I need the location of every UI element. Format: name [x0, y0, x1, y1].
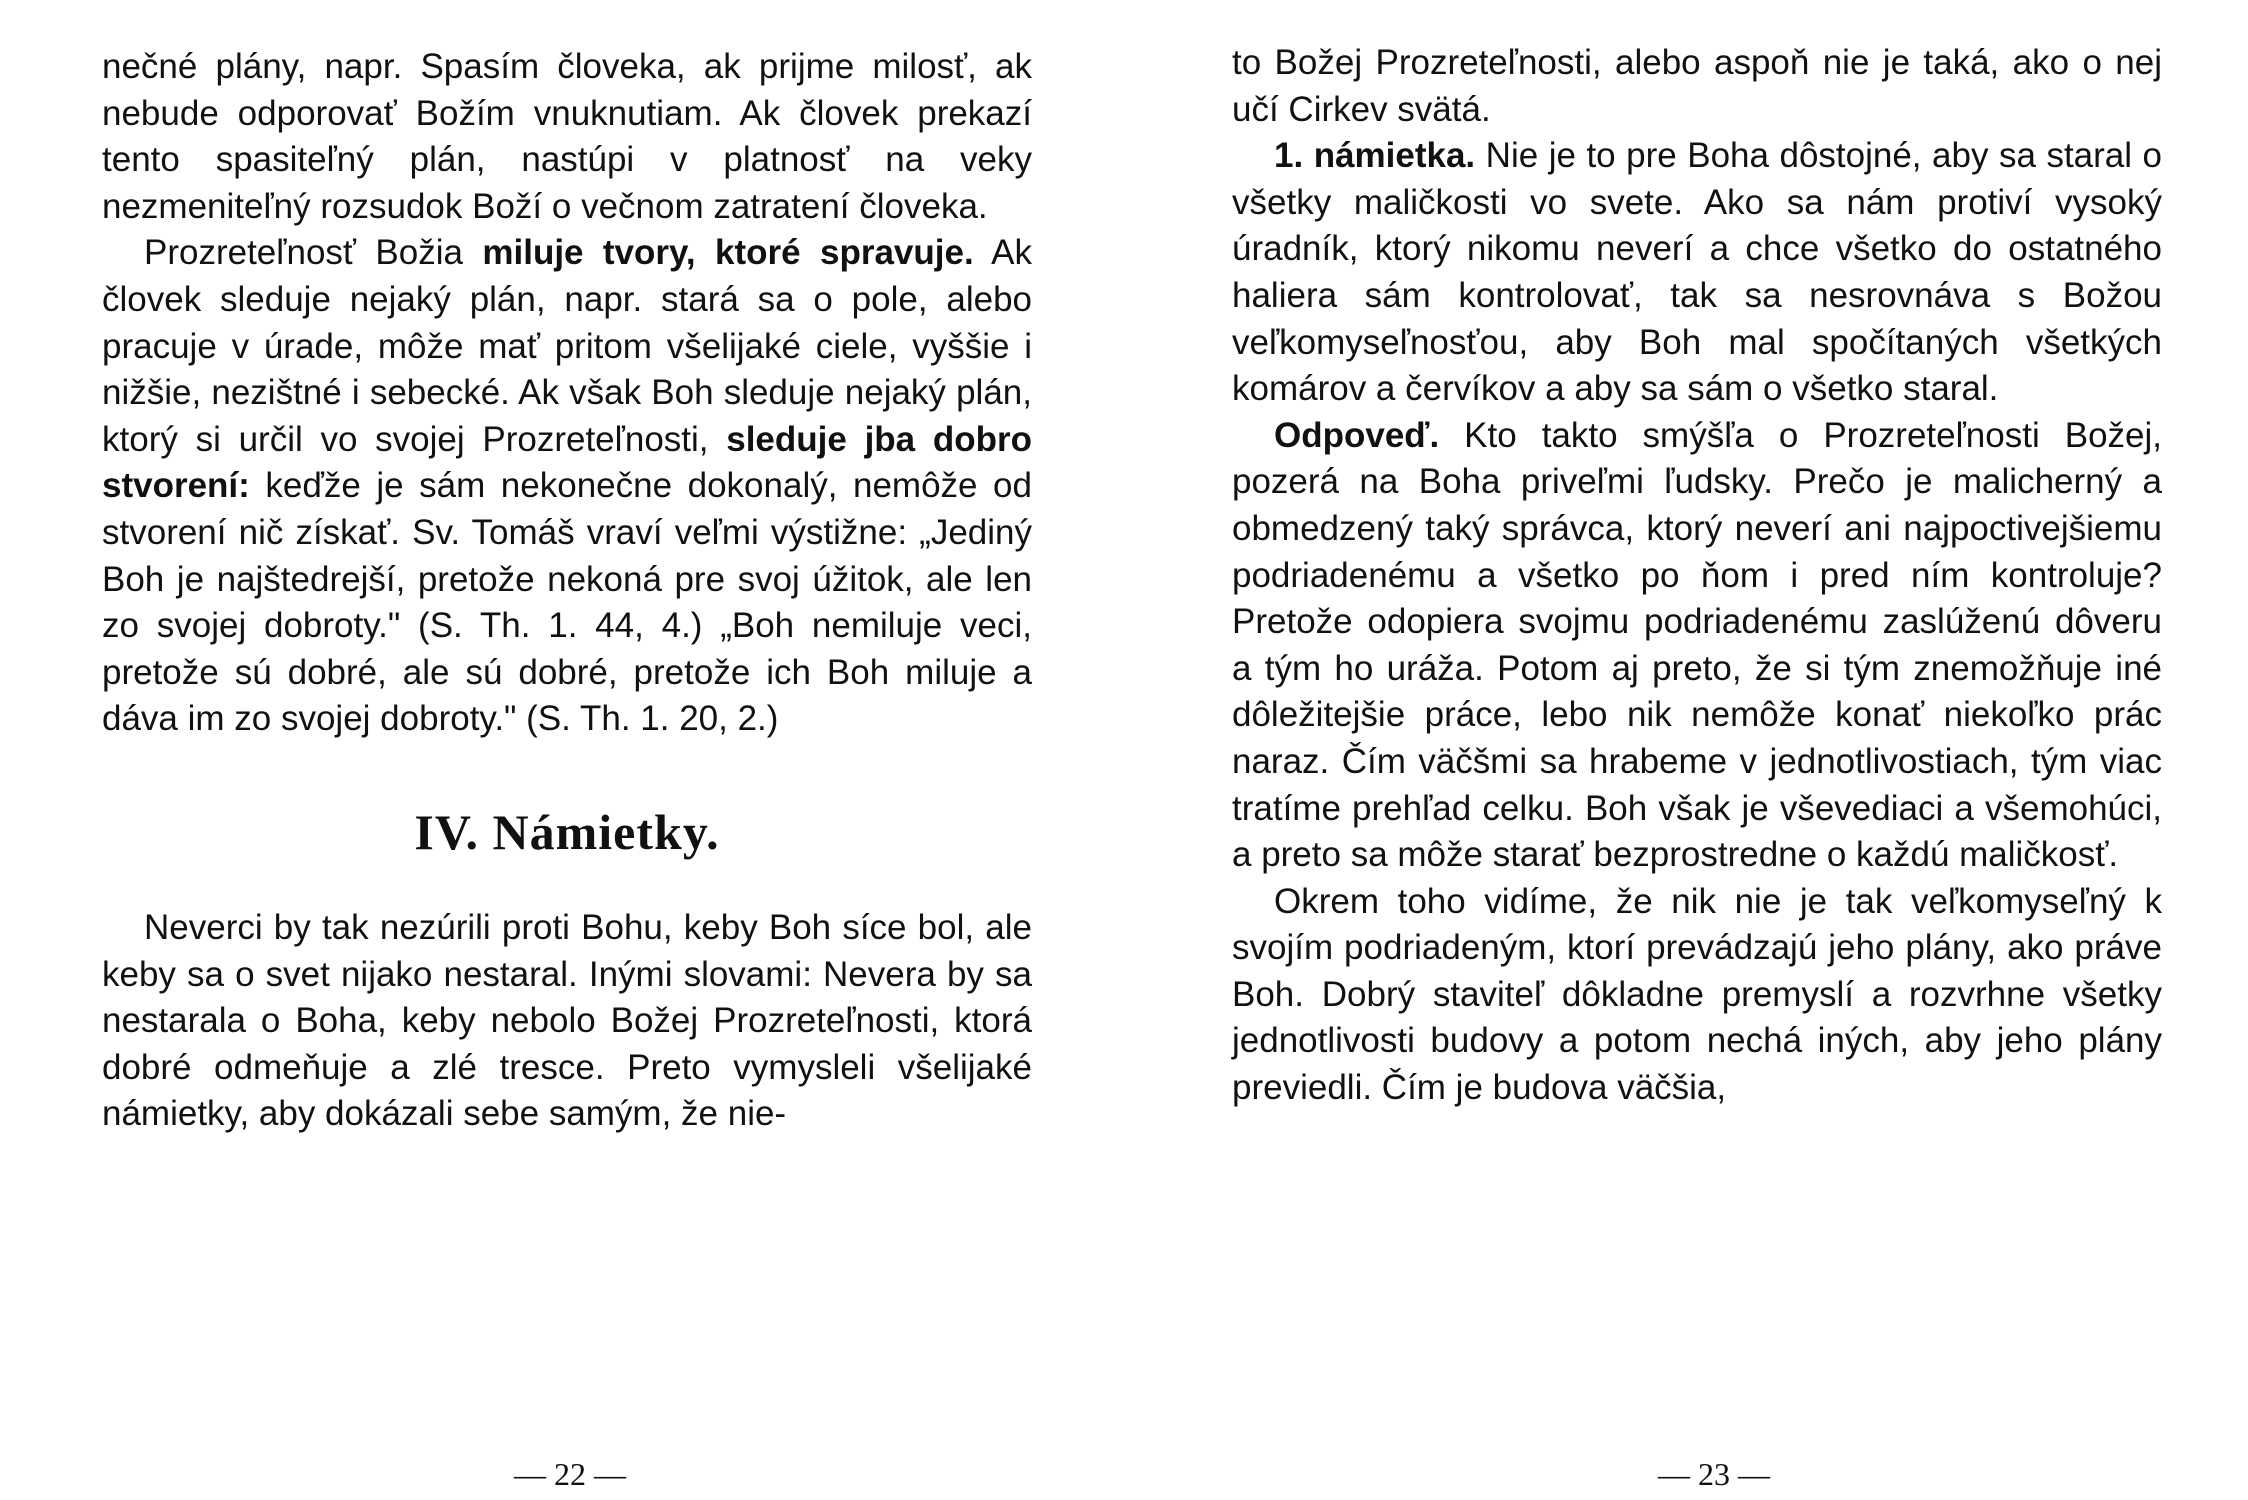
left-p2-text-c: Ak človek sleduje nejaký plán, napr. stará sa o pole, alebo pracuje v úrade, môže mať pritom všelijaké ciele, vyššie i nižšie, nezištné i sebecké. Ak však Boh sleduje nejaký plán, ktorý si určil vo svojej Prozreteľnosti,: [102, 233, 1032, 459]
right-paragraph-2: [1232, 133, 2162, 413]
objection-label: 1. námietka.: [1274, 136, 1476, 176]
left-paragraph-3: Neverci by tak nezúrili proti Bohu, keby Boh síce bol, ale keby sa o svet nijako nestaral. Inými slovami: Nevera by sa nestarala o Boha, keby nebolo Božej Prozreteľnosti, ktorá dobré odmeňuje a zlé tresce. Preto vymysleli všelijaké námietky, aby dokázali sebe samým, že nie-: [102, 907, 1032, 1134]
left-text-column: [102, 44, 1032, 1138]
right-paragraph-1: to Božej Prozreteľnosti, alebo aspoň nie je taká, ako o nej učí Cirkev svätá.: [1232, 43, 2162, 129]
right-p3-text: Kto takto smýšľa o Prozreteľnosti Božej, pozerá na Boha priveľmi ľudsky. Prečo je malicherný a obmedzený taký správca, ktorý neverí ani najpoctivejšiemu podriadenému a všetko po ňom i pred ním kontroluje? Pretože odopiera svojmu podriadenému zaslúženú dôveru a tým ho uráža. Potom aj preto, že si tým znemožňuje iné dôležitejšie práce, lebo nik nemôže konať niekoľko prác naraz. Čím väčšmi sa hrabeme v jednotlivostiach, tým viac tratíme prehľad celku. Boh však je vševediaci a všemohúci, a preto sa môže starať bezprostredne o každú maličkosť.: [1232, 415, 2162, 875]
right-paragraph-3: [1232, 413, 2162, 879]
left-p2-text-a: Prozreteľnosť Božia: [144, 233, 483, 273]
left-paragraph-1: nečné plány, napr. Spasím človeka, ak prijme milosť, ak nebude odporovať Božím vnuknutiam. Ak človek prekazí tento spasiteľný plán, nastúpi v platnosť na veky nezmeniteľný rozsudok Boží o večnom zatratení človeka.: [102, 47, 1032, 226]
page-number-right: — 23 —: [1658, 1456, 1770, 1492]
answer-label: Odpoveď.: [1274, 415, 1440, 455]
left-p2-bold-d: sleduje jba dobro stvorení:: [102, 419, 1032, 506]
section-heading: IV. Námietky.: [414, 803, 720, 860]
left-p2-text-e: keďže je sám nekonečne dokonalý, nemôže od stvorení nič získať. Sv. Tomáš vraví veľmi výstižne: „Jediný Boh je najštedrejší, pretože nekoná pre svoj úžitok, ale len zo svojej dobroty." (S. Th. 1. 44, 4.) „Boh nemiluje veci, pretože sú dobré, ale sú dobré, pretože ich Boh miluje a dáva im zo svojej dobroty." (S. Th. 1. 20, 2.): [102, 466, 1032, 739]
left-paragraph-2: [102, 230, 1032, 743]
right-page: [1124, 0, 2248, 1500]
left-p2-bold-a: miluje tvory, ktoré spravuje.: [482, 233, 974, 273]
right-text-column: [1232, 40, 2162, 1112]
right-p2-text: Nie je to pre Boha dôstojné, aby sa staral o všetky maličkosti vo svete. Ako sa nám protiví vysoký úradník, ktorý nikomu neverí a chce všetko do ostatného haliera sám kontrolovať, tak sa nesrovnáva s Božou veľkomyseľnosťou, aby Boh mal spočítaných všetkých komárov a červíkov a aby sa sám o všetko staral.: [1232, 136, 2162, 409]
page-number-left: — 22 —: [514, 1456, 626, 1492]
right-paragraph-4: Okrem toho vidíme, že nik nie je tak veľkomyseľný k svojím podriadeným, ktorí prevádzajú jeho plány, ako práve Boh. Dobrý staviteľ dôkladne premyslí a rozvrhne všetky jednotlivosti budovy a potom nechá iných, aby jeho plány previedli. Čím je budova väčšia,: [1232, 881, 2162, 1108]
